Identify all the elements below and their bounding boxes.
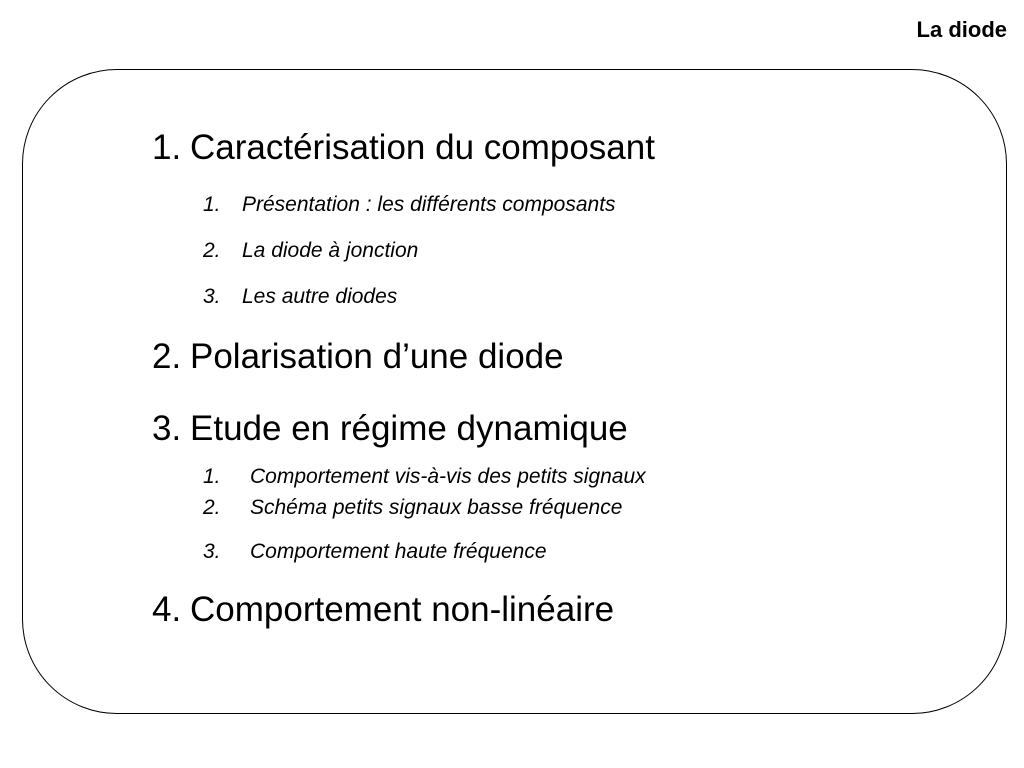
outline-item-number: 3.	[152, 409, 182, 448]
outline-item-label: Polarisation d’une diode	[190, 337, 564, 376]
outline-item-3	[152, 409, 628, 449]
outline-subitem-3-3	[203, 539, 547, 565]
outline-subitem-label: Présentation : les différents composants	[242, 193, 616, 216]
outline-item-number: 4.	[152, 590, 182, 629]
outline-subitem-label: Comportement vis-à-vis des petits signaux	[250, 465, 646, 488]
outline-subitem-3-2	[203, 495, 622, 521]
outline-subitem-label: Les autre diodes	[242, 285, 398, 308]
outline-subitem-number: 1.	[203, 193, 221, 216]
outline-subitem-number: 3.	[203, 540, 221, 563]
outline-item-label: Caractérisation du composant	[190, 128, 655, 167]
outline-subitem-1-2	[203, 238, 418, 264]
outline-subitem-number: 2.	[203, 496, 221, 519]
outline-item-label: Etude en régime dynamique	[190, 409, 628, 448]
outline-item-1	[152, 128, 655, 168]
outline-item-number: 2.	[152, 337, 182, 376]
outline-item-number: 1.	[152, 128, 182, 167]
outline-subitem-number: 2.	[203, 239, 221, 262]
outline-subitem-label: Schéma petits signaux basse fréquence	[250, 496, 623, 519]
outline-subitem-1-3	[203, 284, 397, 310]
outline-item-label: Comportement non-linéaire	[190, 590, 615, 629]
outline-subitem-label: Comportement haute fréquence	[250, 540, 547, 563]
outline-subitem-1-1	[203, 192, 616, 218]
outline-subitem-label: La diode à jonction	[242, 239, 419, 262]
outline-subitem-number: 3.	[203, 285, 221, 308]
outline-item-2	[152, 337, 564, 377]
outline-subitem-3-1	[203, 464, 646, 490]
slide-title: La diode	[916, 17, 1007, 42]
outline-subitem-number: 1.	[203, 465, 221, 488]
outline-item-4	[152, 590, 614, 630]
